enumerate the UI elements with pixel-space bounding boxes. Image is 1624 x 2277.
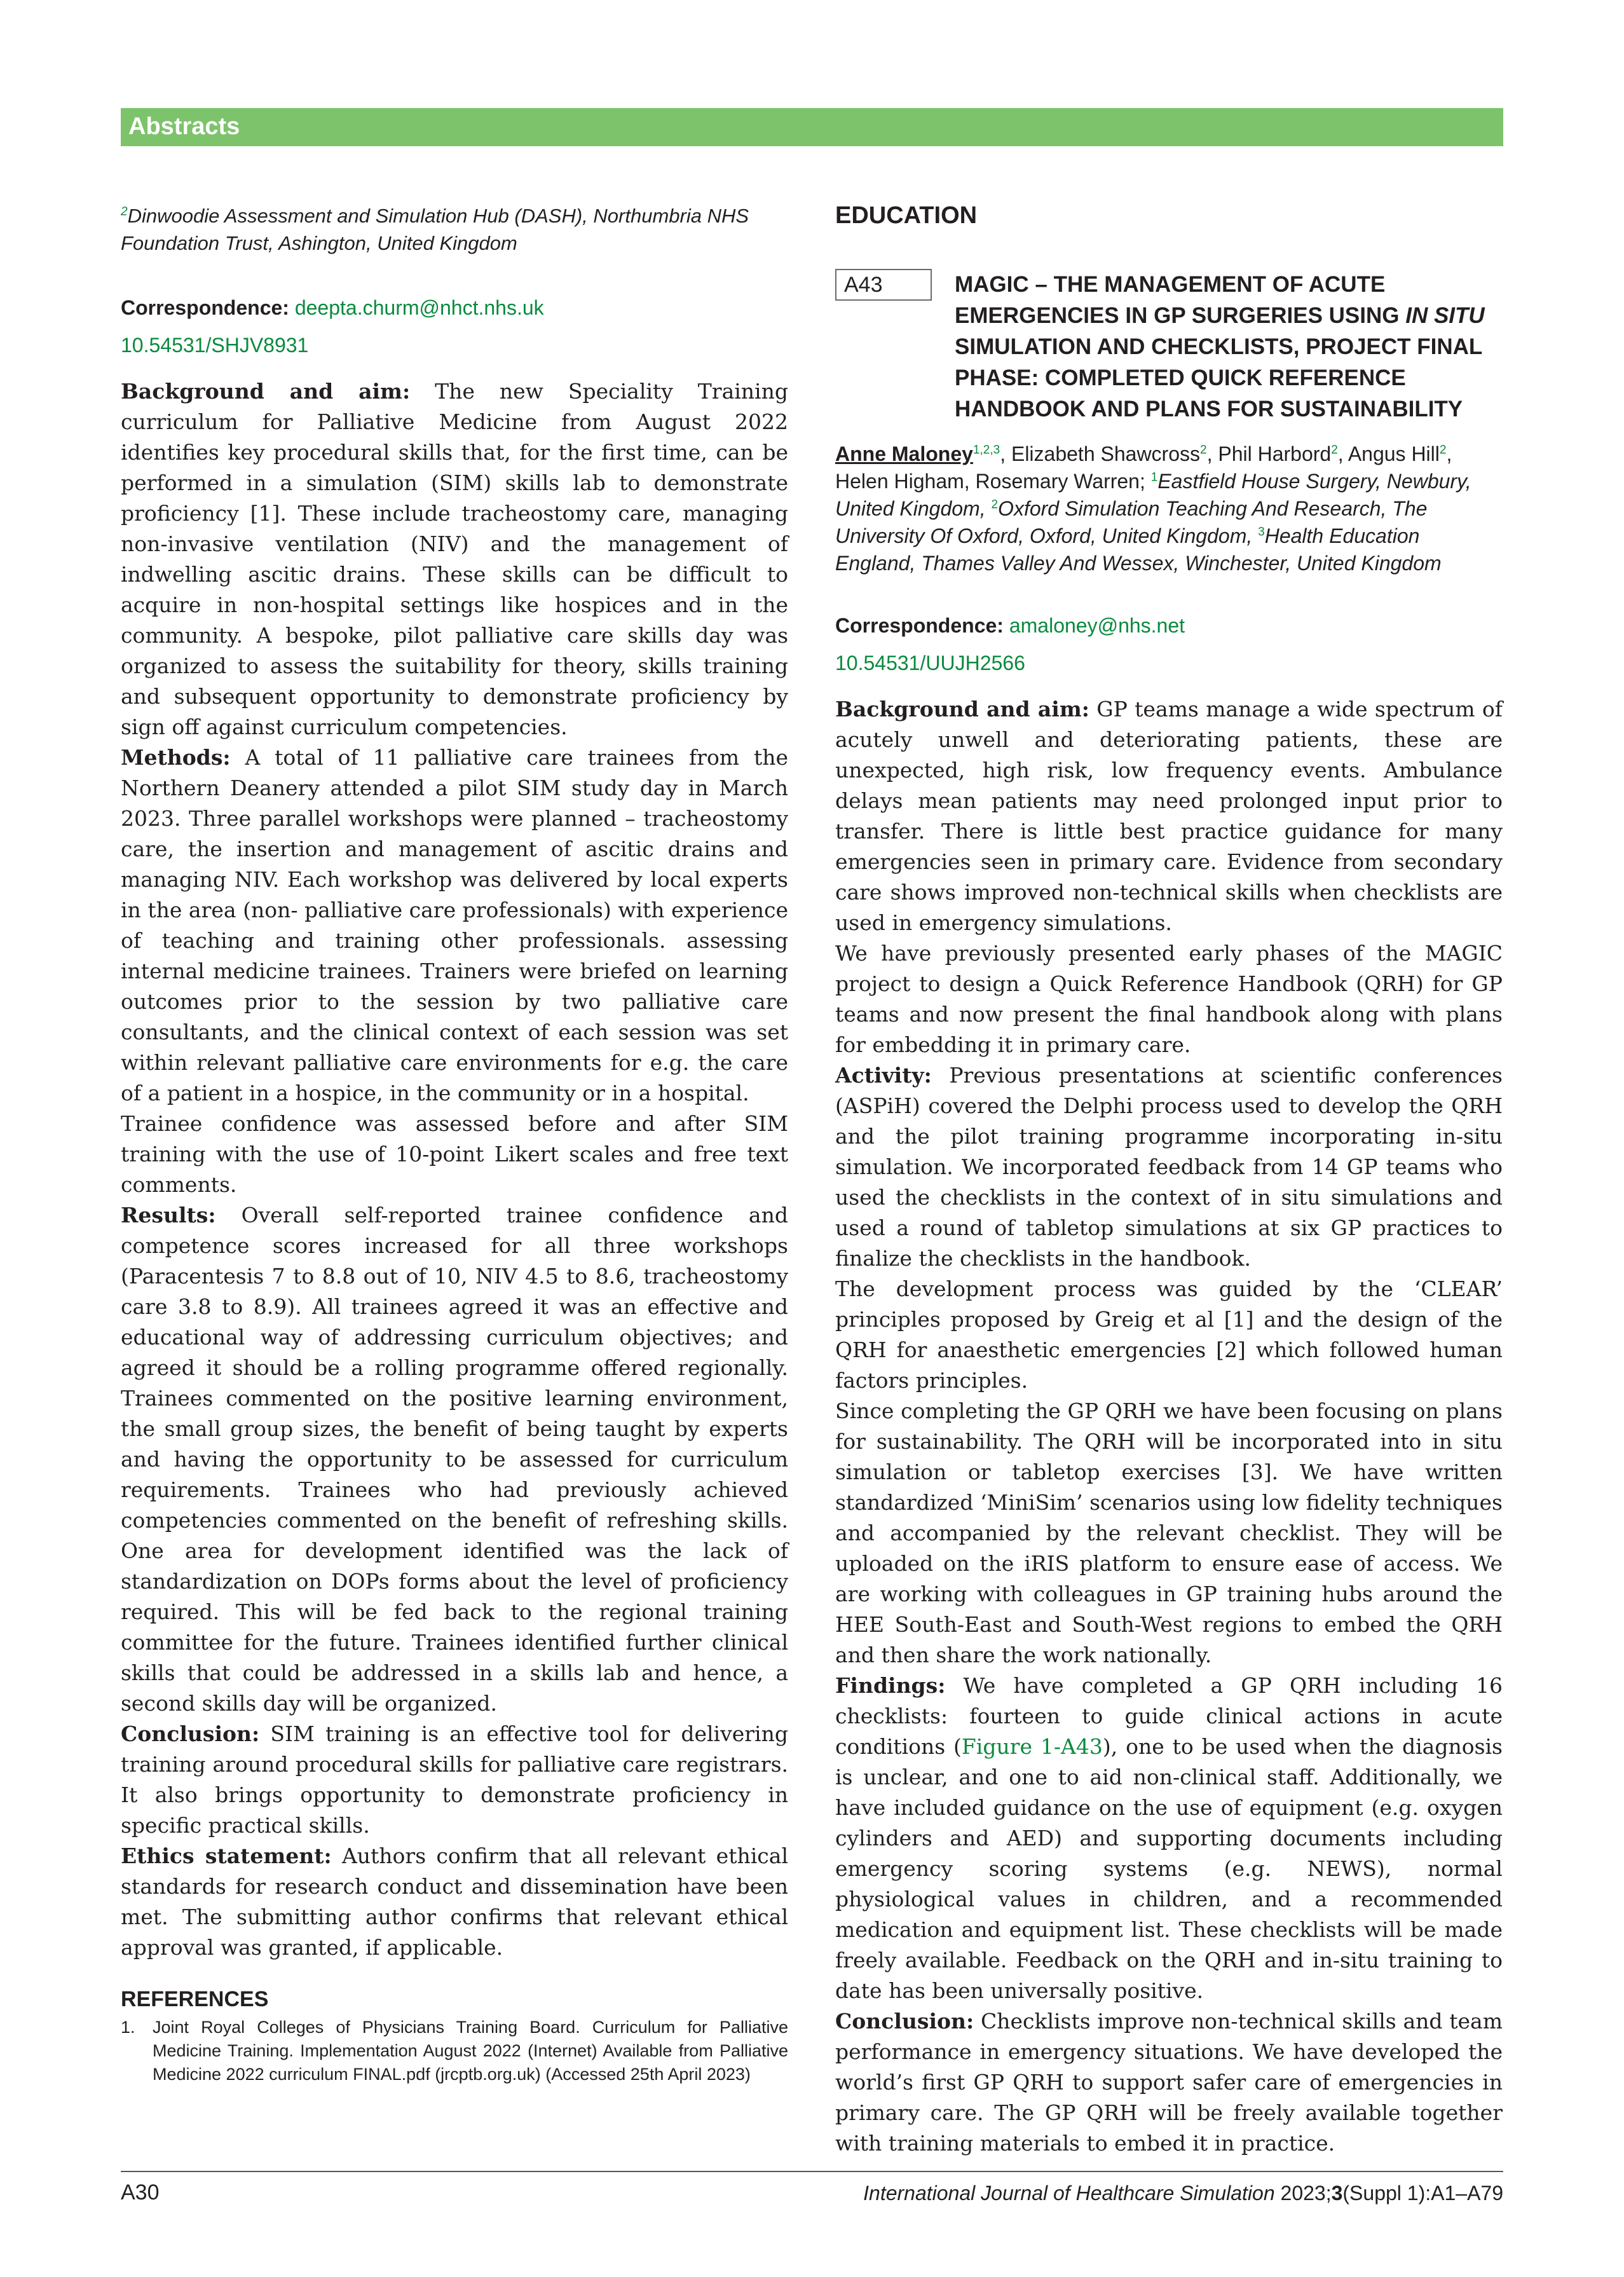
activity-paragraph: Activity: Previous presentations at scientific conferences (ASPiH) covered the Delphi process used to develop the QRH and the pilot training programme incorporating in-situ simulation. We incorporated feedback from 14 GP teams who used the checklists in the context of in situ simulations and used a round of tabletop simulations at six GP practices to finalize the checklists in the handbook. — [835, 1063, 1503, 1271]
abstract-header — [835, 269, 1503, 441]
correspondence: Correspondence: amaloney@nhs.net — [835, 614, 1185, 637]
doi-link[interactable]: 10.54531/SHJV8931 — [121, 334, 309, 357]
affiliation: $^2$Dinwoodie Assessment and Simulation Hub (DASH), Northumbria NHS Foundation Trust, Ashington, United Kingdom — [121, 205, 749, 254]
background-paragraph: Background and aim: GP teams manage a wide spectrum of acutely unwell and deteriorating patients, these are unexpected, high risk, low frequency events. Ambulance delays mean patients may need prolonged input prior to transfer. There is little best practice guidance for many emergencies seen in primary care. Evidence from secondary care shows improved non-technical skills when checklists are used in emergency simulations. — [835, 697, 1503, 935]
section-banner — [121, 108, 1503, 146]
right-column — [835, 202, 1503, 2159]
background-paragraph-2: We have previously presented early phases of the MAGIC project to design a Quick Reference Handbook (QRH) for GP teams and now present the final handbook along with plans for embedding it in primary care. — [835, 941, 1503, 1057]
activity-paragraph-3: Since completing the GP QRH we have been focusing on plans for sustainability. The QRH will be incorporated into in situ simulation or tabletop exercises [3]. We have written standardized ‘MiniSim’ scenarios using low fidelity techniques and accompanied by the relevant checklist. They will be uploaded on the iRIS platform to ensure ease of access. We are working with colleagues in GP training hubs around the HEE South-East and South-West regions to embed the QRH and then share the work nationally. — [835, 1398, 1503, 1667]
findings-paragraph: Findings: We have completed a GP QRH including 16 checklists: fourteen to guide clinical actions in acute conditions (Figure 1-A43), one to be used when the diagnosis is unclear, and one to aid non-clinical staff. Additionally, we have included guidance on the use of equipment (e.g. oxygen cylinders and AED) and supporting documents including emergency scoring systems (e.g. NEWS), normal physiological values in children, and a recommended medication and equipment list. These checklists will be made freely available. Feedback on the QRH and in-situ training to date has been universally positive. — [835, 1673, 1503, 2003]
correspondence-email[interactable]: amaloney@nhs.net — [1009, 614, 1185, 637]
results-paragraph: Results: Overall self-reported trainee confidence and competence scores increased for all three workshops (Paracentesis 7 to 8.8 out of 10, NIV 4.5 to 8.6, tracheostomy care 3.8 to 8.9). All trainees agreed it was an effective and educational way of addressing curriculum objectives; and agreed it should be a rolling programme offered regionally. Trainees commented on the positive learning environment, the small group sizes, the benefit of being taught by experts and having the opportunity to be assessed for curriculum requirements. Trainees who had previously achieved competencies commented on the benefit of refreshing skills. One area for development identified was the lack of standardization on DOPs forms about the level of proficiency required. This will be fed back to the regional training committee for the future. Trainees identified further clinical skills that could be addressed in a skills lab and hence, a second skills day will be organized. — [121, 1203, 788, 1716]
left-column — [121, 202, 788, 2086]
abstract-id-box: A43 — [835, 269, 932, 301]
correspondence-email[interactable]: deepta.churm@nhct.nhs.uk — [294, 296, 544, 319]
references-list — [121, 2016, 788, 2086]
correspondence: Correspondence: deepta.churm@nhct.nhs.uk — [121, 296, 544, 319]
ethics-paragraph: Ethics statement: Authors confirm that all relevant ethical standards for research conduct and dissemination have been met. The submitting author confirms that relevant ethical approval was granted, if applicable. — [121, 1843, 788, 1960]
footer-rule — [121, 2171, 1503, 2172]
abstract-body — [835, 694, 1503, 2159]
methods-paragraph: Methods: A total of 11 palliative care trainees from the Northern Deanery attended a pilot SIM study day in March 2023. Three parallel workshops were planned – tracheostomy care, the insertion and management of ascitic drains and managing NIV. Each workshop was delivered by local experts in the area (non- palliative care professionals) with experience of teaching and training other professionals. assessing internal medicine trainees. Trainers were briefed on learning outcomes prior to the session by two palliative care consultants, and the clinical context of each session was set within relevant palliative care environments for e.g. the care of a patient in a hospice, in the community or in a hospital. — [121, 745, 788, 1105]
methods-paragraph-2: Trainee confidence was assessed before and after SIM training with the use of 10-point Likert scales and free text comments. — [121, 1111, 788, 1197]
background-paragraph: Background and aim: The new Speciality Training curriculum for Palliative Medicine from August 2022 identifies key procedural skills that, for the first time, can be performed in a simulation (SIM) skills lab to demonstrate proficiency [1]. These include tracheostomy care, managing non-invasive ventilation (NIV) and the management of indwelling ascitic drains. These skills can be difficult to acquire in non-hospital settings like hospices and in the community. A bespoke, pilot palliative care skills day was organized to assess the suitability for theory, skills training and subsequent opportunity to demonstrate proficiency by sign off against curriculum competencies. — [121, 379, 788, 739]
section-label: Abstracts — [128, 113, 240, 140]
figure-link[interactable]: Figure 1-A43 — [961, 1734, 1103, 1759]
references-heading: REFERENCES — [121, 1987, 269, 2011]
activity-paragraph-2: The development process was guided by the ‘CLEAR’ principles proposed by Greig et al [1] and the design of the QRH for anaesthetic emergencies [2] which followed human factors principles. — [835, 1276, 1503, 1393]
conclusion-paragraph: Conclusion: SIM training is an effective tool for delivering training around procedural skills for palliative care registrars. It also brings opportunity to demonstrate proficiency in specific practical skills. — [121, 1721, 788, 1838]
section-heading: EDUCATION — [835, 202, 978, 229]
abstract-title: MAGIC – THE MANAGEMENT OF ACUTE EMERGENCIES IN GP SURGERIES USING IN SITU SIMULATION AND CHECKLISTS, PROJECT FINAL PHASE: COMPLETED QUICK REFERENCE HANDBOOK AND PLANS FOR SUSTAINABILITY — [955, 272, 1485, 421]
lead-author: Anne Maloney — [835, 442, 973, 465]
author-list: Anne Maloney$^{1,2,3}$, Elizabeth Shawcross$^2$, Phil Harbord$^2$, Angus Hill$^2$, Helen Higham, Rosemary Warren; $^1$Eastfield House Surgery, Newbury, United Kingdom, $^2$Oxford Simulation Teaching And Research, The University Of Oxford, Oxford, United Kingdom, $^3$Health Education England, Thames Valley And Wessex, Winchester, United Kingdom — [835, 442, 1471, 575]
page-number: A30 — [121, 2180, 160, 2205]
reference-item: 1. Joint Royal Colleges of Physicians Training Board. Curriculum for Palliative Medicine Training. Implementation August 2022 (Internet) Available from Palliative Medicine 2022 curriculum FINAL.pdf (jrcptb.org.uk) (Accessed 25th April 2023) — [121, 2018, 788, 2084]
abstract-body — [121, 376, 788, 1963]
journal-citation: International Journal of Healthcare Simulation 2023;3(Suppl 1):A1–A79 — [863, 2182, 1503, 2205]
conclusion-paragraph: Conclusion: Checklists improve non-technical skills and team performance in emergency situations. We have developed the world’s first GP QRH to support safer care of emergencies in primary care. The GP QRH will be freely available together with training materials to embed it in practice. — [835, 2009, 1503, 2156]
doi-link[interactable]: 10.54531/UUJH2566 — [835, 652, 1025, 674]
